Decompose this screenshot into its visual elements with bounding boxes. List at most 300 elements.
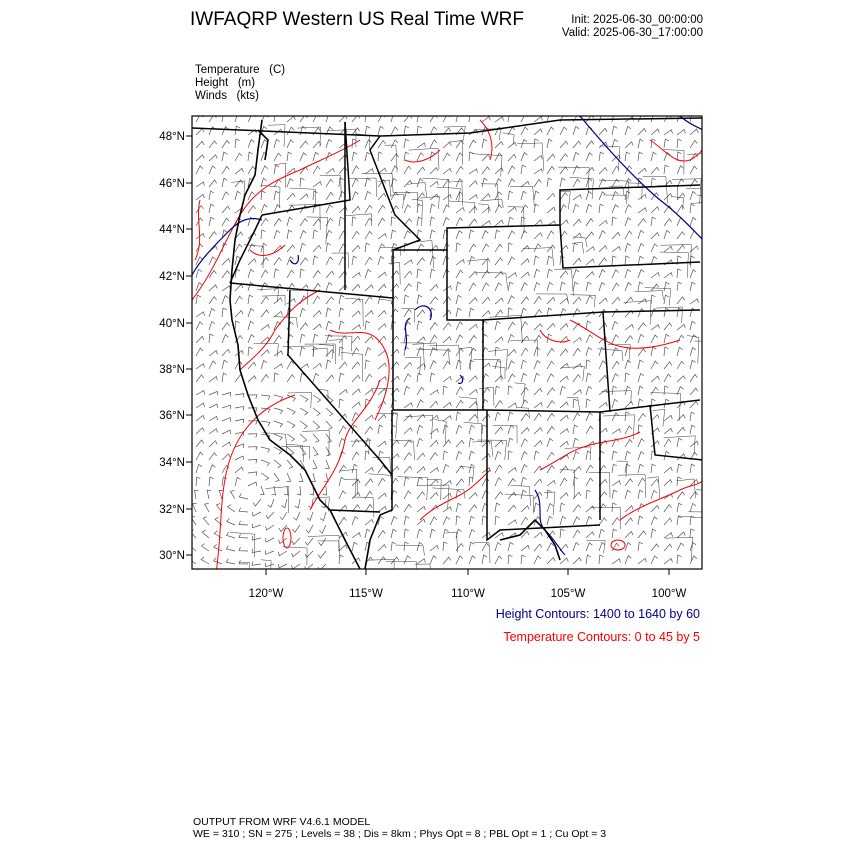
wind-barb — [417, 438, 423, 447]
wind-barb — [469, 438, 474, 447]
wind-barb — [248, 259, 256, 265]
wind-barb — [560, 415, 568, 421]
wind-barb — [261, 473, 269, 480]
county-border — [479, 387, 494, 406]
wind-barb — [573, 452, 579, 461]
county-border — [349, 178, 377, 197]
wind-barb — [547, 348, 554, 356]
wind-barb — [482, 311, 490, 317]
wind-barb — [547, 490, 552, 499]
wind-barb — [508, 335, 514, 344]
wind-barb — [690, 218, 696, 227]
wind-barb — [227, 519, 235, 526]
wind-barb — [365, 311, 373, 317]
wind-barb — [560, 349, 568, 356]
wind-barb — [612, 503, 617, 512]
wind-barb — [391, 399, 397, 408]
wind-barb — [326, 192, 333, 200]
wind-barb — [508, 296, 514, 304]
wind-barb — [248, 459, 257, 463]
wind-barb — [352, 166, 359, 174]
county-border — [696, 490, 716, 512]
wind-barb — [235, 153, 242, 161]
wind-barb — [612, 192, 618, 200]
wind-barb — [469, 556, 475, 564]
wind-barb — [599, 529, 605, 538]
wind-barb — [313, 271, 320, 279]
wind-barb — [547, 427, 554, 435]
wind-barb — [287, 361, 294, 369]
wind-barb — [612, 205, 618, 213]
wind-barb — [651, 399, 655, 408]
wind-barb — [638, 349, 646, 356]
wind-barb — [586, 413, 593, 421]
wind-barb — [664, 415, 672, 421]
wind-barb — [230, 490, 235, 499]
wind-barb — [560, 503, 565, 512]
wind-barb — [196, 194, 204, 200]
wind-barb — [326, 360, 331, 369]
wind-barb — [495, 168, 503, 174]
wind-barb — [469, 152, 473, 161]
wind-barb — [599, 403, 607, 409]
wind-barb — [443, 493, 451, 499]
wind-barb — [261, 447, 270, 453]
wind-barb — [430, 269, 435, 278]
wind-barb — [404, 231, 410, 239]
wind-barb — [417, 321, 422, 330]
wind-barb — [274, 336, 281, 344]
wind-barb — [495, 386, 500, 395]
wind-barb — [378, 324, 386, 330]
wind-barb — [352, 245, 360, 252]
wind-barb — [300, 231, 306, 239]
wind-barb — [482, 414, 490, 421]
wind-barb — [339, 390, 347, 396]
wind-barb — [482, 454, 490, 460]
wind-barb — [274, 434, 282, 441]
wind-barb — [196, 234, 204, 239]
axis-ticks — [186, 136, 669, 575]
wind-barb — [664, 362, 672, 369]
wind-barb — [651, 284, 659, 291]
wind-barb — [456, 516, 460, 525]
wind-barb — [222, 140, 229, 148]
wind-barb — [339, 465, 346, 473]
wind-barb — [196, 416, 204, 422]
wind-barb — [443, 464, 449, 473]
wind-barb — [638, 542, 643, 551]
wind-barb — [248, 206, 256, 213]
wind-barb — [404, 260, 413, 265]
wind-barb — [196, 375, 204, 382]
wind-barb — [625, 191, 630, 200]
wind-barb — [274, 113, 279, 122]
coastline — [230, 120, 560, 569]
wind-barb — [508, 350, 516, 357]
wind-barb — [469, 451, 475, 460]
wind-barb — [495, 412, 501, 421]
wind-barb — [417, 519, 425, 525]
wind-barb — [190, 530, 196, 538]
wind-barb — [287, 179, 293, 187]
wind-barb — [313, 434, 319, 442]
wind-barb — [469, 298, 477, 304]
wind-barb — [313, 182, 322, 187]
county-border — [288, 392, 312, 408]
wind-barb — [521, 322, 528, 330]
wind-barb — [521, 114, 528, 122]
wind-barb — [677, 205, 684, 213]
wind-barb — [209, 141, 217, 148]
wind-barb — [677, 325, 685, 331]
wind-barb — [456, 400, 463, 408]
wind-barb — [599, 389, 607, 395]
wind-barb — [274, 460, 281, 468]
wind-barb — [287, 217, 293, 226]
wind-barb — [300, 269, 305, 278]
wind-barb — [365, 270, 371, 279]
wind-barb — [495, 337, 503, 343]
wind-barb — [612, 348, 619, 356]
wind-barb — [378, 478, 385, 486]
model-footer — [193, 816, 606, 840]
wind-barb — [404, 139, 409, 148]
wind-barb — [417, 453, 425, 460]
wind-barb — [599, 231, 606, 239]
wind-barb — [443, 451, 448, 460]
wind-barb — [323, 486, 327, 495]
wind-barb — [313, 447, 318, 456]
wind-barb — [222, 113, 227, 122]
wind-barb — [560, 220, 568, 226]
lon-label: 100°W — [651, 588, 687, 600]
wind-barb — [482, 221, 491, 226]
wind-barb — [287, 473, 291, 482]
county-border — [481, 184, 499, 206]
wind-barb — [430, 285, 438, 291]
wind-barb — [599, 258, 607, 265]
wind-barb — [612, 399, 618, 408]
wind-barb — [495, 503, 500, 512]
wind-barb — [495, 283, 502, 291]
wind-barb — [222, 405, 231, 409]
wind-barb — [625, 243, 631, 252]
wind-barb — [599, 128, 607, 135]
wind-barb — [365, 491, 372, 499]
wind-barb — [365, 348, 371, 357]
wind-barb — [534, 139, 539, 148]
wind-barb — [209, 285, 217, 291]
wind-barb — [365, 205, 372, 213]
county-border — [369, 474, 393, 500]
wind-barb — [456, 113, 462, 122]
wind-barb — [404, 386, 410, 395]
wind-barb — [313, 421, 320, 429]
wind-barb — [443, 256, 449, 265]
wind-barb — [248, 482, 257, 486]
wind-barb — [664, 428, 672, 434]
wind-barb — [586, 321, 591, 330]
wind-barb — [266, 525, 275, 530]
model-config: WE = 310 ; SN = 275 ; Levels = 38 ; Dis = 8km ; Phys Opt = 8 ; PBL Opt = 1 ; Cu Opt = 3 — [193, 828, 607, 840]
height-contours — [192, 116, 703, 555]
wind-barb — [248, 347, 253, 356]
wind-barb — [521, 191, 527, 200]
county-border — [660, 252, 689, 278]
wind-barb — [625, 336, 633, 343]
wind-barb — [326, 375, 334, 382]
wind-barb — [521, 348, 528, 356]
wind-barb — [612, 529, 617, 538]
wind-barb — [443, 402, 451, 408]
wind-barb — [326, 434, 331, 442]
lon-label: 120°W — [248, 588, 284, 600]
wind-barb — [209, 232, 217, 239]
wind-barb — [352, 311, 360, 317]
wind-barb — [287, 421, 295, 428]
wind-barb — [625, 283, 631, 291]
county-border — [346, 214, 372, 226]
wind-barb — [417, 167, 425, 174]
wind-barb — [508, 113, 513, 122]
wind-barb — [189, 543, 196, 551]
wind-barb — [300, 364, 309, 369]
wind-barb — [378, 507, 386, 513]
county-border — [665, 537, 693, 561]
wind-barb — [196, 312, 205, 317]
wind-barb — [573, 204, 579, 213]
wind-barb — [456, 440, 464, 447]
wind-barb — [651, 464, 656, 473]
wind-barb — [638, 439, 645, 447]
wind-barb — [690, 529, 694, 538]
wind-barb — [560, 282, 565, 291]
wind-barb — [235, 285, 243, 292]
wind-barb — [456, 466, 464, 473]
wind-barb — [209, 416, 218, 421]
wind-barb — [586, 153, 593, 161]
wind-barb — [404, 166, 411, 174]
wind-barb — [521, 546, 529, 552]
wind-barb — [196, 141, 204, 148]
wind-barb — [664, 308, 669, 317]
wind-barb — [391, 192, 398, 200]
wind-barb — [625, 401, 633, 408]
wind-barb — [248, 282, 254, 291]
wind-barb — [547, 413, 554, 421]
wind-barb — [482, 207, 490, 213]
wind-barb — [430, 181, 438, 187]
wind-barb — [495, 556, 502, 564]
wind-barb — [352, 533, 361, 538]
wind-barb — [508, 479, 515, 487]
wind-barb — [456, 295, 462, 304]
wind-barb — [469, 390, 477, 396]
wind-barb — [560, 141, 568, 148]
wind-barb — [638, 516, 643, 525]
wind-barb — [495, 465, 502, 473]
lon-label: 105°W — [550, 588, 586, 600]
wind-barb — [625, 231, 632, 239]
wind-barb — [339, 217, 344, 226]
wind-barb — [573, 233, 581, 239]
wind-barb — [625, 152, 630, 161]
wind-barb — [612, 283, 619, 291]
wind-barb — [664, 374, 671, 382]
wind-barb — [300, 334, 305, 343]
wind-barb — [391, 362, 399, 369]
wind-barb — [612, 464, 617, 473]
wind-barb — [226, 532, 235, 538]
wind-barb — [300, 194, 308, 200]
wind-barb — [352, 231, 359, 239]
county-border — [312, 348, 327, 357]
wind-barb — [391, 376, 399, 382]
wind-barb — [586, 272, 594, 278]
wind-barb — [508, 374, 515, 382]
wind-barb — [482, 297, 490, 304]
wind-barb — [651, 529, 656, 538]
wind-barb — [222, 430, 231, 434]
wind-barb — [274, 395, 283, 401]
county-border — [362, 173, 393, 192]
wind-barb — [469, 169, 478, 174]
wind-barb — [664, 139, 669, 148]
wind-barb — [482, 543, 489, 551]
wind-barb — [521, 217, 525, 226]
wind-barb — [196, 403, 205, 408]
wind-barb — [209, 166, 216, 174]
wind-barb — [313, 408, 320, 416]
wind-barb — [313, 230, 318, 239]
wind-barb — [612, 361, 619, 369]
wind-barb — [365, 296, 372, 304]
wind-barb — [573, 438, 579, 447]
wind-barb — [417, 492, 425, 499]
wind-barb — [209, 155, 217, 161]
wind-barb — [508, 308, 512, 317]
wind-barb — [612, 270, 619, 278]
wind-barb — [339, 321, 344, 330]
wind-barb — [430, 401, 438, 408]
wind-barb — [404, 556, 411, 564]
wind-barb — [573, 348, 580, 356]
wind-barb — [547, 256, 552, 265]
wind-barb — [469, 324, 477, 330]
wind-barb — [547, 193, 555, 200]
wind-barb — [391, 154, 399, 161]
wind-barb — [261, 270, 268, 278]
wind-barb — [469, 336, 476, 344]
wind-barb — [295, 499, 300, 508]
wind-barb — [651, 556, 658, 564]
wind-barb — [287, 140, 294, 148]
wind-barb — [651, 217, 656, 226]
wind-barb — [325, 460, 329, 469]
county-border — [645, 288, 671, 306]
wind-barb — [339, 347, 344, 356]
wind-barb — [248, 269, 254, 278]
wind-barb — [222, 393, 231, 397]
wind-barb — [599, 246, 607, 252]
wind-barb — [274, 351, 283, 356]
wind-barb — [612, 309, 619, 317]
wind-barb — [252, 561, 261, 565]
wind-barb — [586, 192, 592, 201]
wind-barb — [300, 323, 308, 330]
wind-barb — [443, 349, 451, 356]
wind-barb — [534, 479, 542, 486]
wind-barb — [560, 114, 567, 122]
wind-barb — [235, 361, 242, 369]
wind-barb — [508, 217, 513, 226]
wind-barb — [521, 517, 528, 525]
county-border — [332, 253, 349, 268]
wind-barb — [417, 477, 423, 486]
wind-barb — [430, 230, 435, 239]
wind-barb — [430, 468, 439, 473]
wind-barb — [300, 153, 307, 161]
wind-barb — [352, 493, 360, 499]
wind-barb — [547, 558, 555, 564]
county-border — [268, 125, 285, 147]
wind-barb — [222, 152, 227, 161]
wind-barb — [287, 230, 292, 239]
wind-barb — [209, 191, 214, 200]
wind-barb — [339, 285, 347, 291]
wind-barb — [690, 375, 697, 383]
wind-barb — [690, 299, 699, 304]
wind-barb — [339, 295, 344, 304]
wind-barb — [209, 404, 218, 408]
wind-barb — [586, 465, 593, 473]
wind-barb — [352, 256, 357, 265]
wind-barb — [352, 325, 361, 330]
wind-barb — [239, 534, 248, 538]
wind-barb — [625, 269, 631, 278]
wind-barb — [196, 166, 203, 174]
county-border — [386, 561, 418, 580]
county-border — [350, 441, 369, 455]
county-border — [265, 487, 289, 513]
wind-barb — [443, 168, 451, 174]
wind-barb — [430, 556, 437, 564]
county-border — [480, 199, 503, 208]
wind-barb — [391, 529, 397, 538]
wind-barb — [287, 193, 295, 200]
county-border — [488, 350, 508, 371]
wind-barb — [599, 375, 607, 382]
wind-barb — [300, 206, 307, 214]
wind-barb — [625, 464, 630, 473]
wind-barb — [469, 360, 474, 369]
wind-barb — [534, 256, 539, 265]
wind-barb — [560, 558, 568, 564]
wind-barb — [495, 376, 503, 382]
wind-barb — [352, 206, 360, 213]
wind-barb — [547, 504, 553, 513]
field-unit: (kts) — [236, 90, 259, 102]
wind-barb — [677, 415, 685, 421]
wind-barb — [266, 512, 274, 519]
wind-barb — [599, 114, 605, 123]
wind-barb — [339, 399, 344, 408]
wind-barb — [560, 298, 568, 304]
wind-barb — [430, 140, 437, 148]
county-border — [239, 562, 250, 586]
wind-barb — [482, 516, 487, 525]
